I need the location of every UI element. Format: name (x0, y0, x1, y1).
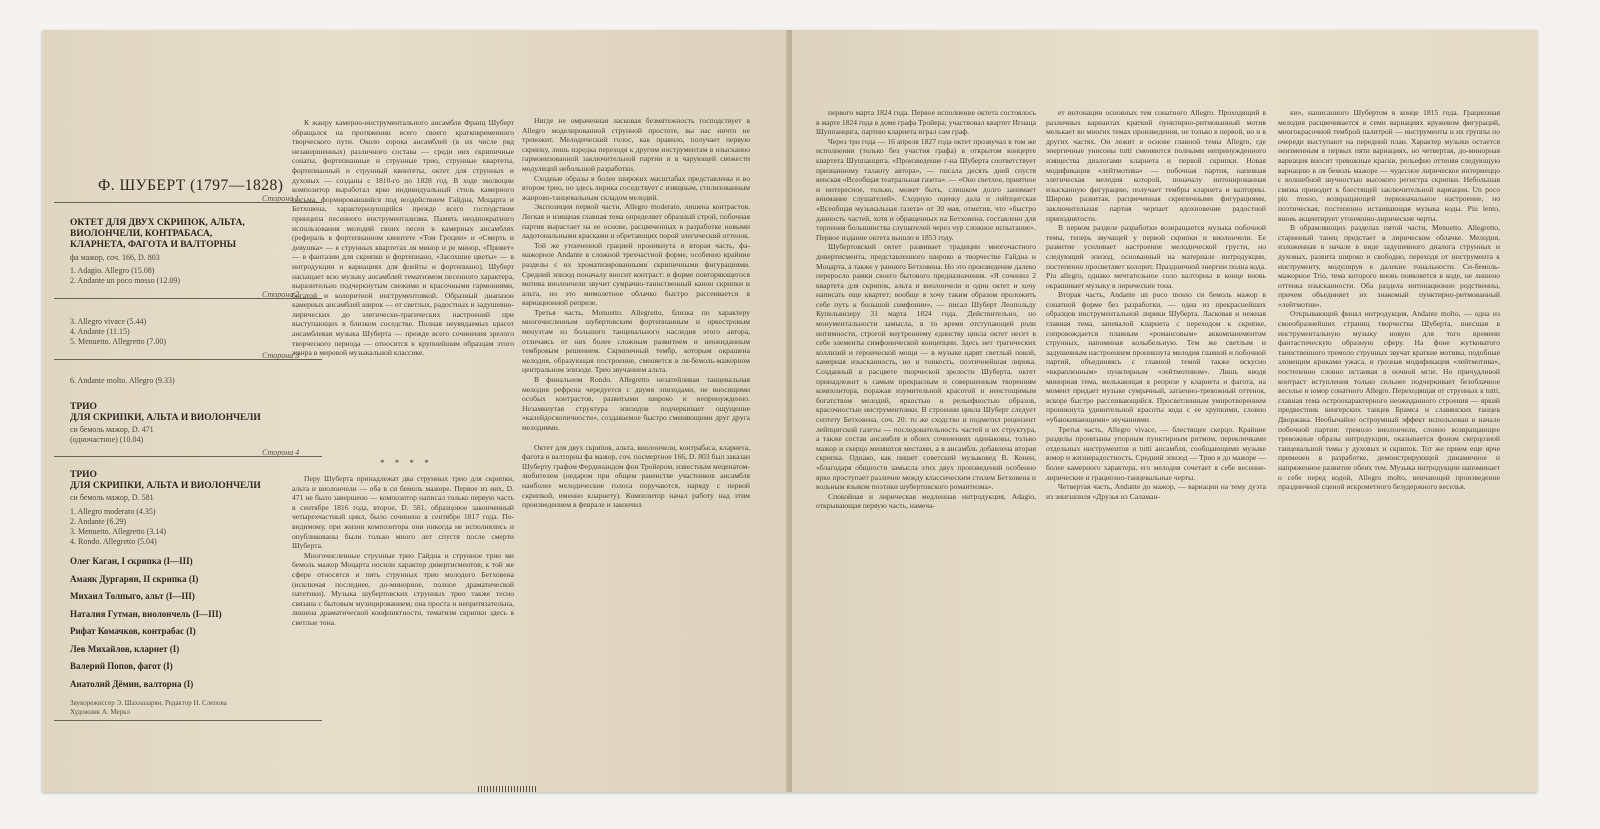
track-list-side3 (70, 376, 175, 386)
performer: Анатолий Дёмин, валторна (I) (70, 678, 194, 689)
paragraph: Сходные образы в более широких масштабах представлены и во втором трио, но здесь лирика соседствует с изящным, стилизованным жанрово-танцевальным складом мелодий. (522, 173, 750, 202)
paragraph: Той же утонченной грацией проникнута и вторая часть, фа-мажорное Andante в сложной трехчастной форме, особенно крайние разделы с их хроматизированными скрипичными фигурациями. Средний эпизод поначалу вносит контраст: в форме повторяющегося мотива виолончели звучит сумрачно-таинственный канон скрипки и альта, но это мимолетное облачко быстро рассеивается в вариационной репризе. (522, 240, 750, 308)
essay-column-2 (522, 116, 750, 764)
page-title: Ф. ШУБЕРТ (1797—1828) (98, 177, 284, 194)
performer: Лев Михайлов, кларнет (I) (70, 643, 180, 654)
paragraph: Октет для двух скрипок, альта, виолончели, контрабаса, кларнета, фагота и валторны фа мажор, соч. посмертное 166, D. 803 был заказан Шуберту графом Фердинандом фон Тройером, известным меценатом-любителем (недаром при общем равенстве участников ансамбля наиболее мелодические голоса поручаются, наряду с первой скрипкой, именно кларнету). Композитор начал работу над этим произведением в феврале и закончил (522, 442, 750, 510)
paragraph: В обрамляющих разделах пятой части, Menuetto. Allegretto, старинный танец предстает в лирическом облачке. Мелодия, изложенная в начале в виде задушевного диалога струнных и духовых, развита широко и свободно, переходя от инструмента к инструменту, модулируя в далекие тональности. Си-бемоль-мажорное Trio, тема которого вновь появляется в коде, не лишено оттенка изысканности. Оба раздела интонационно родственны, причем объединяет их знакомый пунктирно-ритмованный «лейтмотив». (1278, 223, 1500, 309)
paragraph: ет интонации основных тем сонатного Allegro. Проходящий в различных вариантах краткий пунктирно-ритмованный мотив мелькает во многих темах произведения, не только в первой, но и в других частях. Он лежит в основе главной темы Allegro, где энергичные унисоны tutti сменяются полными непринужденного изящества диалогами кларнета и первой скрипки. Новая модификация «лейтмотива» — побочная партия, напевная элегическая мелодия которой, поначалу интонированная изысканную фигурацию, получает тембры кларнета и валторны. Широко развитая, расцвеченная скрипичными фигурациями, заключительная партия черпает вдохновение радостной приподнятости. (1046, 108, 1266, 223)
paragraph: первого марта 1824 года. Первое исполнение октета состоялось в марте 1824 года в доме графа Тройера; участвовал квартет Игнаца Шуппанцига, партию кларнета играл сам граф. (816, 108, 1036, 137)
track-item: 4. Andante (11.15) (70, 327, 130, 336)
heading-line: ОКТЕТ ДЛЯ ДВУХ СКРИПОК, АЛЬТА, (70, 218, 245, 228)
essay-column-1b (292, 474, 514, 704)
trio2-heading (70, 470, 261, 492)
track-item: 2. Andante un poco mosso (12.09) (70, 276, 180, 285)
trio1-note: (одночастное) (10.04) (70, 435, 144, 444)
performer: Михаил Толпыго, альт (I—III) (70, 591, 195, 601)
paragraph: Спокойная и лирическая медленная интродукция, Adagio, открывающая первую часть, намеча- (816, 491, 1036, 511)
paragraph: Нигде не омраченная ласковая безмятежность господствует в Allegro моделированной струнной простоте, вы нас ничто не тревожит. Мелодический голос, как правило, получает первую скрипку, лишь изредка переходя к другим инструментам в изысканно гармонизованной заключительной партии и в чарующей свежести модуляций небольшой разработки. (522, 116, 750, 173)
octet-heading (70, 218, 245, 251)
edge-barcode (478, 786, 536, 792)
track-item: 4. Rondo. Allegretto (5.04) (70, 537, 157, 546)
paragraph: Перу Шуберта принадлежат два струнных трио для скрипки, альта и виолончели — оба в си бемоль мажоре. Первое из них, D. 471 не было завершено — композитор написал только первую часть в сентябре 1816 года, второе, D. 581, образцовое законченный четырехчастный цикл, было сочинено в сентябре 1817 года. По-видимому, при жизни композитора они никогда не исполнялись и опубликованы были только много лет спустя после смерти Шуберта. (292, 474, 514, 551)
paragraph: В финальном Rondo. Allegretto незатейливая танцевальная мелодия рефрена чередуется с двумя эпизодами, не вносящими особых контрастов, развитыми широко и непринужденно. Незамкнутая структура эпизодов подчеркивает ощущение «калейдоскопичности», создаваемое быстро сменяющими друг друга мелодиями. (522, 375, 750, 432)
track-list-side1 (70, 266, 180, 286)
track-item: 5. Menuetto. Allegretto (7.00) (70, 337, 166, 346)
trio2-key: си бемоль мажор, D. 581 (70, 493, 154, 502)
paragraph: Открывающий финал интродукция, Andante molto, — одна из своеобразнейших страниц творчества Шуберта, внесшая в инструментальную музыку новую для того времени фантастическую образную сферу. На фоне жутковатого таинственного тремоло струнных звучат краткие мотивы, подобные зловещим криками ужаса, и грозная модификация «лейтмотива», постепенно словно истаивая в ночной мгле. Но причудливой контраст вступления только сильнее подчеркивает безоблачное веселье и юмор сонатного Allegro. Переходящая от струнных к tutti, главная тема остроохарактерного неожиданного строения — яркий предвестник венгерских танцев Брамса и славянских танцев Дворжака. Необычайно остроумный эффект использован в начале побочной партии: тремоло виолончели, словно возвращающее тревожные образы интродукции, оказывается фоном скерцозной танцевальной темы у духовых и скрипок. Тот же прием еще ярче применен в разработке, демонстрирующей динамичное и напряженное развитие обеих тем. Музыка интродукции напоминает о себе перед кодой, Allegro molto, венчающей произведение праздничной сценой искрометного безудержного веселья. (1278, 309, 1500, 492)
record-sleeve-spread (42, 30, 1537, 792)
track-item: 1. Allegro moderato (4.35) (70, 507, 156, 516)
performer: Олег Каган, I скрипка (I—III) (70, 556, 193, 566)
performer: Наталия Гутман, виолончель (I—III) (70, 608, 222, 619)
heading-line: ДЛЯ СКРИПКИ, АЛЬТА И ВИОЛОНЧЕЛИ (70, 481, 261, 491)
heading-line: ТРИО (70, 470, 97, 480)
octet-key: фа мажор, соч. 166, D. 803 (70, 253, 160, 262)
essay-column-5 (1278, 108, 1500, 774)
credit-line: Художник А. Меркл (70, 708, 131, 716)
heading-line: ТРИО (70, 402, 97, 412)
track-item: 6. Andante molto. Allegro (9.33) (70, 376, 175, 385)
side-label-2: Сторона 2 (262, 290, 300, 299)
section-separator: * * * * (380, 458, 433, 468)
performer: Валерий Попов, фагот (I) (70, 661, 173, 671)
heading-line: ВИОЛОНЧЕЛИ, КОНТРАБАСА, (70, 229, 213, 239)
paragraph: В первом разделе разработки возвращается музыка побочной темы, теперь звучащей у первой скрипки и виолончели. Ее развитие усиливает настроение мелодической грусти, но следующий эпизод, основанный на материале интродукции, постепенно просветляет колорит. Праздничной энергии полна кода. Piu allegro, однако мечтательное соло валторны в конце вновь окрашивает музыку в лирические тона. (1046, 223, 1266, 290)
trio1-heading (70, 402, 261, 424)
essay-column-3 (816, 108, 1036, 774)
left-page (42, 30, 789, 792)
paragraph: Шубертовский октет развивает традиции многочастного дивертисмента, представленного широко в творчестве Гайдна и Моцарта, а также у раннего Бетховена. Но это произведение далеко переросло рамки своего бытового предназначения. «Я сочинил 2 квартета для скрипок, альта и виолончели и один октет и хочу написать еще квартет; вообще я хочу таким образом проложить себе путь к большой симфонии», — писал Шуберт Леопольду Купельвизеру 31 марта 1824 года. Действительно, по монументальности замысла, в то время отступающей роли интимности, строгой внутреннему единству цикла октет несет в себе элементы симфонической концепции. Здесь нет трагических коллизий и героической мощи — в музыке царят светлый покой, камерная изысканность, но и тонкость, поэтичнейшая лирика. Созданный в расцвете творческой зрелости Шуберта, октет принадлежит к самым прекрасным и совершенным творениям композитора, поражая изумительной красотой и неистощимым богатством мелодий, яркостью и рельефностью образов, красочностью инструментовки. В строении цикла Шуберт следует септету Бетховена, соч. 20: то же сходство и подметил рецензент лейпцигской газеты — последовательность частей и их структура, а также состав ансамбля в обоих сочинениях одинаковы, только мажор и скерцо меняются местами, а в ансамбль добавлена вторая скрипка. Однако, как пишет советский музыковед В. Конен, «благодаря общности замысла этих двух произведений особенно ярко проступает различие между классическим стилем Бетховена и вольным языком поэтики шубертовского романтизма». (816, 242, 1036, 492)
heading-line: ДЛЯ СКРИПКИ, АЛЬТА И ВИОЛОНЧЕЛИ (70, 413, 261, 423)
performer: Амаяк Дургарян, II скрипка (I) (70, 573, 199, 584)
paragraph: Третья часть, Menuetto. Allegretto, близка по характеру многочисленным шубертовским фортепианным и оркестровым менуэтам из большого танцевального наследия этого автора, отличаясь от них более сложным развитием и неожиданным тембровым решением. Скрипичный тембр, которым окрашена мелодия, образующая построение, сменяется в ля-бемоль-мажорном центральном эпизоде. Трио звучанием альта. (522, 307, 750, 375)
paragraph: Третья часть, Allegro vivace, — блестящее скерцо. Крайние разделы пронизаны упорным пунктирным ритмом, перекличками отдельных инструментов и tutti ансамбля, сообщающими музыке юмор и жизнерадостность. Средний эпизод — Трио в до мажоре — более камерного характера, его мелодия сочетает в себе весенне-лирические и грациозно-танцевальные черты. (1046, 424, 1266, 482)
credit-line: Звукорежиссер Э. Шахназарян. Редактор Н. Слепова (70, 699, 227, 707)
performer: Рифат Комачков, контрабас (I) (70, 626, 196, 636)
heading-line: КЛАРНЕТА, ФАГОТА И ВАЛТОРНЫ (70, 240, 237, 250)
side-label-1: Сторона 1 (262, 194, 300, 203)
trio1-key: си бемоль мажор, D. 471 (70, 425, 154, 434)
track-item: 1. Adagio. Allegro (15.08) (70, 266, 155, 275)
track-item: 3. Allegro vivace (5.44) (70, 317, 147, 326)
paragraph: Через три года — 16 апреля 1827 года октет прозвучал в том же исполнении (только без участия графа) в открытом концерте квартета Шуппанцига. «Произведение г-на Шуберта соответствует признанному таланту автора», — писала десять дней спустя венская «Всеобщая театральная газета». — «Оно светлое, приятное и интересное, только, может быть, слишком долго занимает внимание слушателей». Сходную оценку дала и лейпцигская «Всеобщая музыкальная газета» от 30 мая, отметив, что «быстро данность частей, хотя и обращенных на Бетховена, составлено для терпения большинства слушателей через чур сложное испытание». Первое издание октета вышло в 1853 году. (816, 136, 1036, 242)
paragraph: Экспозиция первой части, Allegro moderato, лишена контрастов. Легкая и изящная главная тема определяет образный строй, побочная партия вырастает на ее основе, расцвеченных в разработке новыми ладотональными красками и обретающих порой элегический оттенок. (522, 202, 750, 241)
track-list-side2 (70, 317, 166, 347)
track-list-side4 (70, 507, 166, 547)
paragraph: К жанру камерно-инструментального ансамбля Франц Шуберт обращался на протяжении всего своего кратковременного творческого пути. Около сорока ансамблей (в их числе ряд незавершенных) различного состава — среди них скрипичные сонаты, фортепианные и струнные трио, струнные квартеты, фортепианный и струнный квинтеты, октет для струнных и духовых — созданы с 1810-го по 1828 год. В ходе эволюции композитор выработал ярко индивидуальный стиль камерного письма, формировавшийся под воздействием Гайдна, Моцарта и Бетховена, характеризующийся прежде всего господством принципа песенного инструментализма. Память неоднократного использования мелодий своих песен в камерных ансамблях (рефераль в фортепианном квинтете «Том Гроции» и «Смерть и девушка» — в струнных квартетах ля минор и ре минор, «Привет» — в фантазии для скрипки и фортепиано, «Засохшие цветы» — в интродукции и вариациях для флейты и фортепиано). Шуберт насыщает всю музыку ансамблей тематизмом песенного характера, выразительно подчеркнутым свежими и красочными гармониями, богатой и колоритной инструментовкой. Образный диапазон камерных ансамблей широк — от светлых, радостных и задушевно-лирических до элегически-трагических настроений при выступающих в близком соседстве. Полная неувядаемых красот ансамблевая музыка Шуберта — прежде всего сочинения зрелого творческого периода — относится к крупнейшим образцам этого жанра в мировой музыкальной классике. (292, 118, 514, 358)
performers-list (70, 553, 222, 693)
credits (70, 699, 227, 717)
track-item: 2. Andante (6.29) (70, 517, 126, 526)
essay-column-1 (292, 118, 514, 453)
track-item: 3. Menuetto. Allegretto (3.14) (70, 527, 166, 536)
side-label-3: Сторона 3 (262, 351, 300, 360)
paragraph: Многочисленные струнные трио Гайдна и струнное трио ми бемоль мажор Моцарта носили характер дивертисментов; к той же сфере относятся и пять струнных трио молодого Бетховена (исключая последнее, до-минорное, полное драматической патетики). Музыка шубертовских струнных трио также тесно связана с бытовым музицированием; она проста и непритязательна, лишена драматической конфликтности, тематизм скрипки здесь в светлые тона. (292, 550, 514, 627)
essay-column-4 (1046, 108, 1266, 774)
paragraph: ки», написанного Шубертом в конце 1815 года. Грациозная мелодия расцвечивается в семи вариациях кружевом фигураций, многокрасочной темброй палитрой — инструменты и их группы по очереди выступают на передний план. Характер музыки остается неизменным в первых пяти вариациях, но четвертая, до-минорная вариация вносит тревожные краски, рельефно оттеняя следующую вариацию в ля бемоль мажоре — чудесное лирическое интермеццо с волшебной звучностью высокого регистра скрипки. Небольшая связка приводит к блестящей заключительной вариации. Un poco piu mosso, возвращающей первоначальное настроение, но поэтическая, постепенно истаивающая музыка коды. Piu lento, вновь акцентирует утонченно-лирические черты. (1278, 108, 1500, 223)
divider (54, 720, 322, 721)
side-label-4: Сторона 4 (262, 448, 300, 457)
paragraph: Вторая часть, Andante un poco mosso си бемоль мажор в сонатной форме без разработки, — одна из прекраснейших образцов инструментальной лирики Шуберта. Ласковая и нежная главная тема, запевалой кларнета с переходом к скрипке, сопровождается плавным «романсовым» аккомпанементом струнных, напоминая колыбельную. Тем же светлым и задушевным настроением проникнута мелодия главной и побочной партий, объединяясь с главной темой также искусно «вкрапленным» пунктирным «лейтмотивом». Лишь вводя минорная тема, мелькающая в репризе у кларнета и фагота, на момент придает музыке сумрачный, затаенно-тревожный оттенок, вскоре быстро рассеивающийся. Просветленным умиротворением проникнута удивительной красоты кода с ее хрупкими, словно «убаюкивающими» звучаниями. (1046, 290, 1266, 424)
right-page (792, 30, 1537, 792)
paragraph: Четвертая часть, Andante до мажор, — вариации на тему дуэта из зингшпиля «Друзья из Саламан- (1046, 482, 1266, 501)
